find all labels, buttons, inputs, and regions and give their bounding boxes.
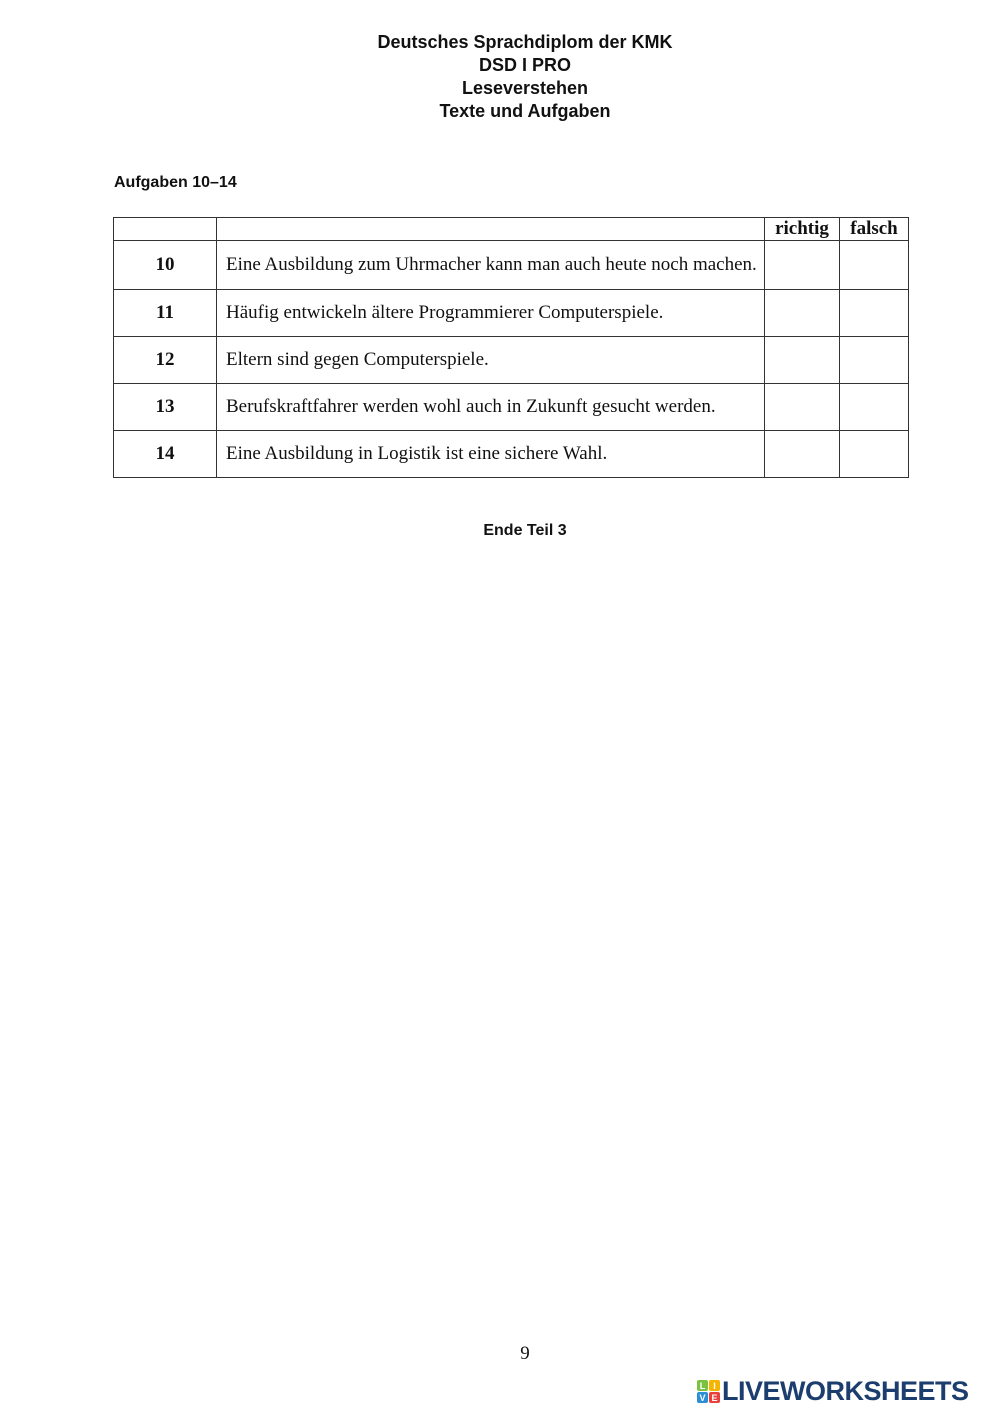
logo-letter-e: E xyxy=(709,1392,720,1403)
answer-richtig-box[interactable] xyxy=(765,384,840,431)
answer-falsch-box[interactable] xyxy=(840,241,909,290)
task-number: 12 xyxy=(114,337,217,384)
logo-letter-v: V xyxy=(697,1392,708,1403)
task-statement: Eine Ausbildung in Logistik ist eine sichere Wahl. xyxy=(217,431,765,478)
table-row xyxy=(114,337,909,384)
logo-letter-i: I xyxy=(709,1380,720,1391)
page-number: 9 xyxy=(520,1343,530,1364)
task-number: 13 xyxy=(114,384,217,431)
header-exam-level: DSD I PRO xyxy=(478,55,571,75)
task-number: 10 xyxy=(114,241,217,290)
task-statement: Berufskraftfahrer werden wohl auch in Zukunft gesucht werden. xyxy=(217,384,765,431)
header-subtitle: Texte und Aufgaben xyxy=(439,101,611,121)
answer-richtig-box[interactable] xyxy=(765,431,840,478)
liveworksheets-logo xyxy=(697,1378,969,1405)
end-of-part-label: Ende Teil 3 xyxy=(483,522,567,539)
task-statement: Häufig entwickeln ältere Programmierer Computerspiele. xyxy=(217,290,765,337)
document-header xyxy=(0,31,1000,123)
logo-wordmark: LIVEWORKSHEETS xyxy=(722,1376,969,1406)
task-number: 14 xyxy=(114,431,217,478)
header-cell-number xyxy=(114,218,217,241)
table-row xyxy=(114,431,909,478)
table-header-row xyxy=(114,218,909,241)
answer-richtig-box[interactable] xyxy=(765,337,840,384)
header-cell-falsch: falsch xyxy=(840,218,909,241)
section-title: Aufgaben 10–14 xyxy=(114,174,237,191)
header-title: Deutsches Sprachdiplom der KMK xyxy=(377,32,673,52)
answer-falsch-box[interactable] xyxy=(840,290,909,337)
header-cell-richtig: richtig xyxy=(765,218,840,241)
task-number: 11 xyxy=(114,290,217,337)
answer-richtig-box[interactable] xyxy=(765,290,840,337)
logo-letter-l: L xyxy=(697,1380,708,1391)
answer-falsch-box[interactable] xyxy=(840,431,909,478)
tasks-table xyxy=(113,217,909,478)
task-statement: Eine Ausbildung zum Uhrmacher kann man auch heute noch machen. xyxy=(217,241,765,290)
table-row xyxy=(114,290,909,337)
answer-richtig-box[interactable] xyxy=(765,241,840,290)
live-blocks-icon xyxy=(697,1380,720,1403)
header-cell-statement xyxy=(217,218,765,241)
task-statement: Eltern sind gegen Computerspiele. xyxy=(217,337,765,384)
header-skill: Leseverstehen xyxy=(461,78,589,98)
table-row xyxy=(114,241,909,290)
table-row xyxy=(114,384,909,431)
answer-falsch-box[interactable] xyxy=(840,384,909,431)
answer-falsch-box[interactable] xyxy=(840,337,909,384)
